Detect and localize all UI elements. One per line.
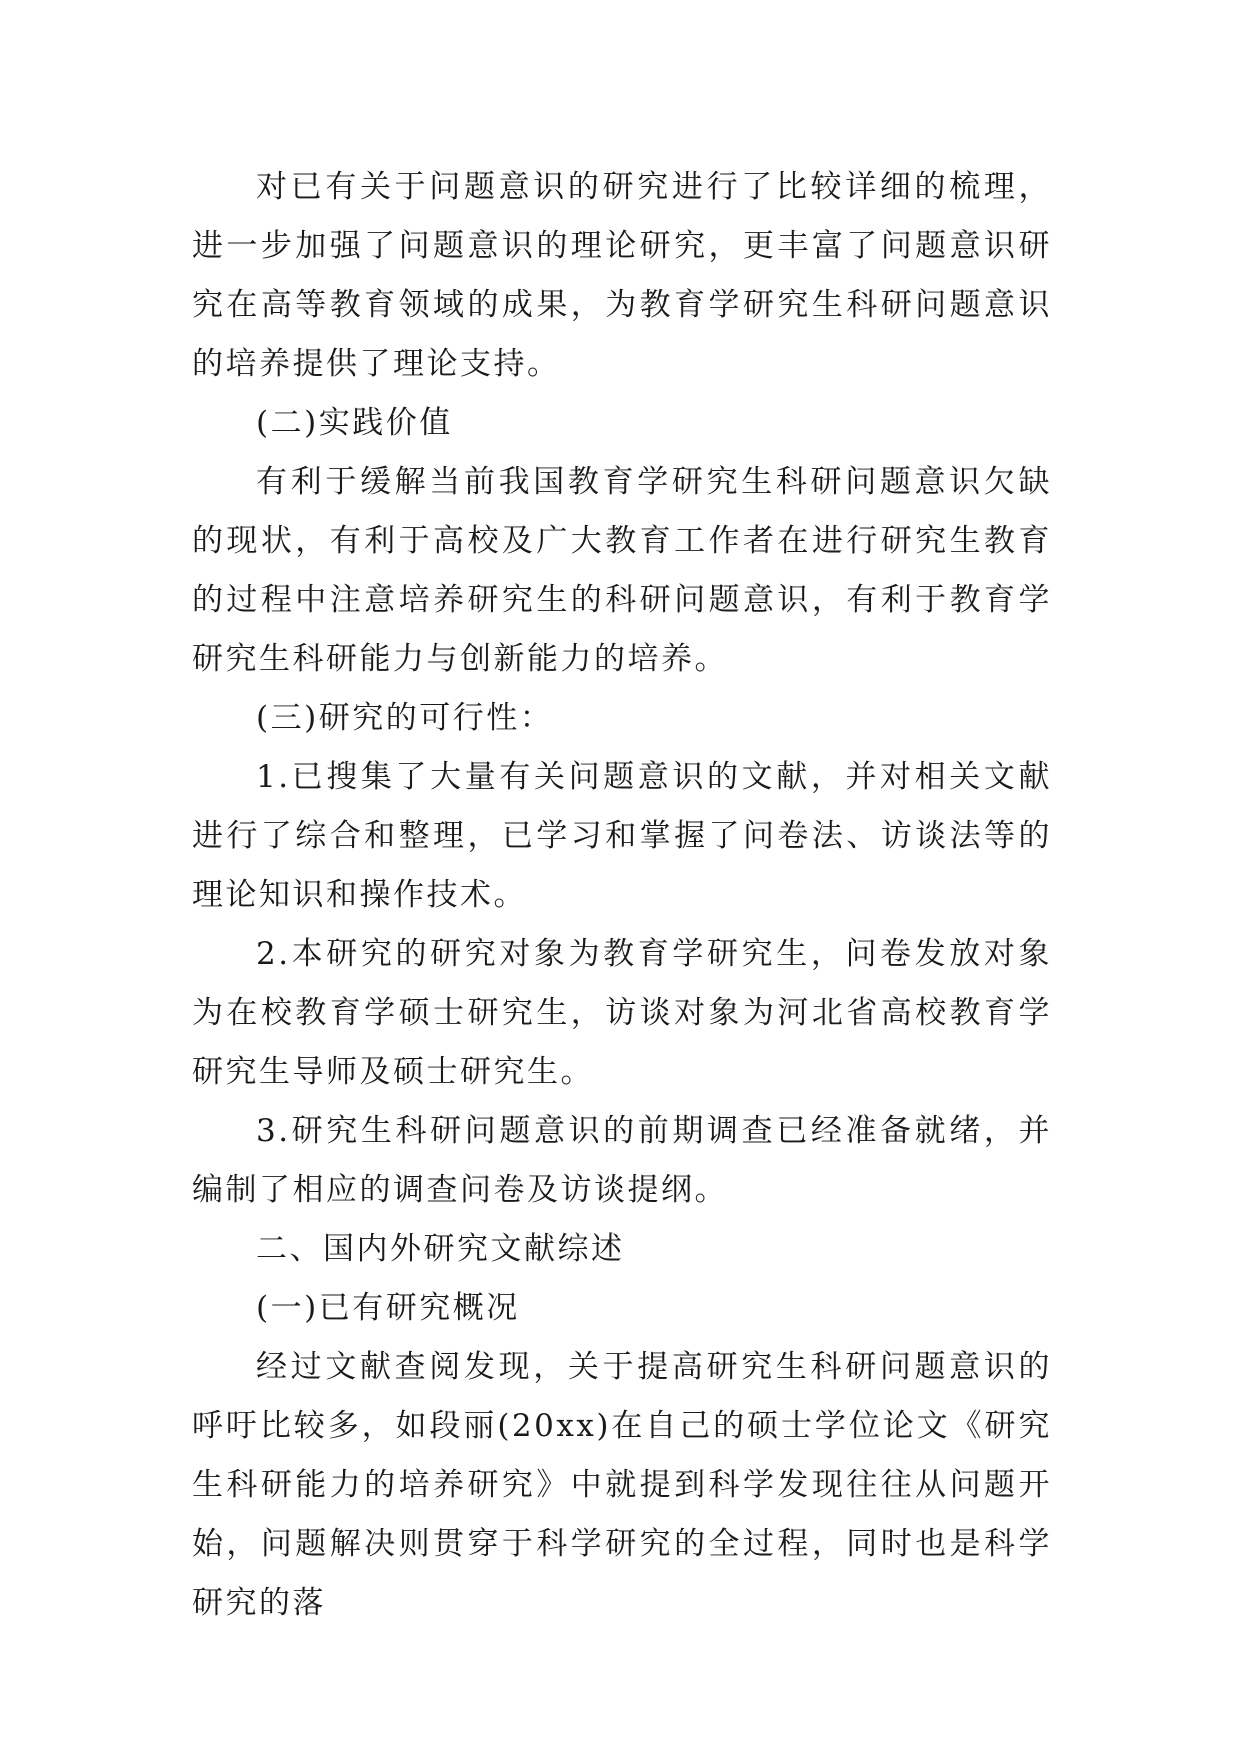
paragraph-practical-value: 有利于缓解当前我国教育学研究生科研问题意识欠缺的现状，有利于高校及广大教育工作者在进行研究生教育的过程中注意培养研究生的科研问题意识，有利于教育学研究生科研能力与创新能力的培养。 [192,464,1052,677]
section-heading-practical-value: (二)实践价值 [256,405,453,441]
paragraph-research-overview: 经过文献查阅发现，关于提高研究生科研问题意识的呼吁比较多，如段丽(20xx)在自己的硕士学位论文《研究生科研能力的培养研究》中就提到科学发现往往从问题开始，问题解决则贯穿于科学研究的全过程，同时也是科学研究的落 [192,1349,1052,1621]
section-heading-research-overview: (一)已有研究概况 [256,1290,520,1326]
paragraph-feasibility-item-3: 3.研究生科研问题意识的前期调查已经准备就绪，并编制了相应的调查问卷及访谈提纲。 [192,1113,1052,1208]
section-heading-feasibility: (三)研究的可行性： [256,700,554,736]
section-heading-literature-review: 二、国内外研究文献综述 [256,1231,625,1267]
paragraph-theoretical-value: 对已有关于问题意识的研究进行了比较详细的梳理，进一步加强了问题意识的理论研究，更丰富了问题意识研究在高等教育领域的成果，为教育学研究生科研问题意识的培养提供了理论支持。 [192,169,1052,382]
paragraph-feasibility-item-2: 2.本研究的研究对象为教育学研究生，问卷发放对象为在校教育学硕士研究生，访谈对象为河北省高校教育学研究生导师及硕士研究生。 [192,936,1052,1090]
paragraph-feasibility-item-1: 1.已搜集了大量有关问题意识的文献，并对相关文献进行了综合和整理，已学习和掌握了问卷法、访谈法等的理论知识和操作技术。 [192,759,1052,913]
document-body [192,158,1052,1633]
